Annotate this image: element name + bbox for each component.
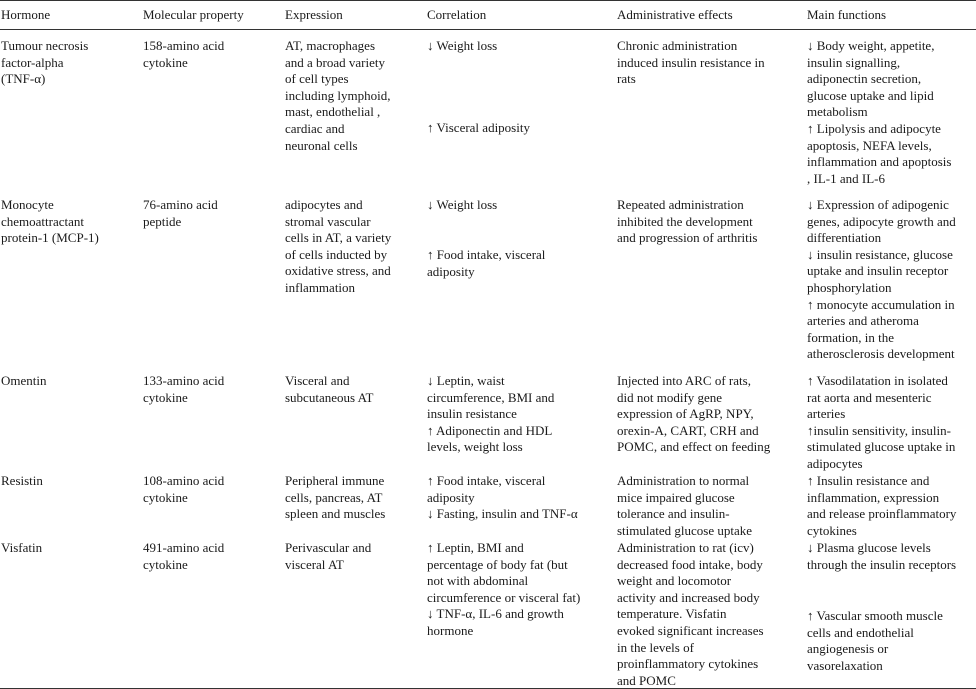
header-correlation: Correlation: [427, 7, 487, 22]
cell-line: cardiac and: [285, 120, 345, 136]
cell-line: metabolism: [807, 104, 868, 120]
cell-line: chemoattractant: [1, 213, 85, 229]
cell-line: ↑ Visceral adiposity: [427, 120, 530, 135]
molecular-property-cell: [143, 473, 224, 506]
correlation-cell: [427, 540, 580, 640]
header-molecular-property: Molecular property: [143, 7, 244, 22]
cell-line: genes, adipocyte growth and: [807, 213, 956, 229]
cell-line: oxidative stress, and: [285, 263, 391, 279]
cell-line: Visceral and: [285, 373, 350, 388]
cell-line: induced insulin resistance in: [617, 54, 765, 70]
administrative-effects-cell: [617, 197, 757, 247]
administrative-effects-cell: [617, 540, 764, 689]
cell-line: cells and endothelial: [807, 624, 914, 640]
cell-line: subcutaneous AT: [285, 389, 374, 405]
cell-line: cytokine: [143, 54, 188, 70]
hormone-cell: [1, 197, 99, 247]
cell-line: protein-1 (MCP-1): [1, 230, 99, 246]
cell-line: mice impaired glucose: [617, 489, 735, 505]
cell-line: cells in AT, a variety: [285, 230, 392, 246]
cell-line: phosphorylation: [807, 279, 892, 295]
cell-line: expression of AgRP, NPY,: [617, 406, 754, 422]
cell-line: mast, endothelial ,: [285, 104, 381, 120]
hormone-cell: [1, 38, 88, 88]
cell-line: ↑ Vascular smooth muscle: [807, 608, 943, 623]
expression-cell: [285, 197, 391, 297]
cell-line: inflammation and apoptosis: [807, 154, 952, 170]
main-functions-cell: [807, 540, 956, 573]
hormone-cell: [1, 540, 42, 557]
administrative-effects-cell: [617, 38, 765, 88]
cell-line: circumference or visceral fat): [427, 589, 581, 605]
cell-line: ↓ TNF-α, IL-6 and growth: [427, 606, 564, 622]
cell-line: , IL-1 and IL-6: [807, 170, 885, 186]
cell-line: cytokines: [807, 522, 857, 538]
cell-line: stimulated glucose uptake in: [807, 439, 956, 455]
cell-line: stimulated glucose uptake: [617, 522, 753, 538]
cell-line: levels, weight loss: [427, 439, 523, 455]
cell-line: Repeated administration: [617, 197, 744, 212]
cell-line: ↑ monocyte accumulation in: [807, 296, 955, 312]
cell-line: tolerance and insulin-: [617, 506, 730, 522]
cell-line: ↑ Food intake, visceral: [427, 247, 546, 262]
cell-line: of cell types: [285, 71, 349, 87]
cell-line: visceral AT: [285, 556, 344, 572]
cell-line: Perivascular and: [285, 540, 372, 555]
cell-line: Monocyte: [1, 197, 54, 212]
cell-line: atherosclerosis development: [807, 346, 955, 362]
cell-line: evoked significant increases: [617, 622, 764, 638]
main-functions-cell: [807, 197, 956, 363]
cell-line: inflammation: [285, 279, 356, 295]
cell-line: Peripheral immune: [285, 473, 385, 488]
cell-line: Omentin: [1, 373, 47, 388]
cell-line: insulin resistance: [427, 406, 517, 422]
cell-line: ↑ Leptin, BMI and: [427, 540, 524, 555]
cell-line: Visfatin: [1, 540, 43, 555]
header-rule: [0, 29, 976, 30]
cell-line: arteries: [807, 406, 846, 422]
cell-line: 491-amino acid: [143, 540, 225, 555]
cell-line: Tumour necrosis: [1, 38, 89, 53]
cell-line: of cells inducted by: [285, 246, 388, 262]
molecular-property-cell: [143, 540, 224, 573]
cell-line: arteries and atheroma: [807, 313, 919, 329]
cell-line: ↓ Weight loss: [427, 197, 498, 212]
correlation-cell: [427, 473, 578, 523]
cell-line: ↑insulin sensitivity, insulin-: [807, 422, 951, 438]
cell-line: cytokine: [143, 556, 188, 572]
cell-line: hormone: [427, 622, 474, 638]
expression-cell: [285, 38, 390, 154]
cell-line: Administration to rat (icv): [617, 540, 754, 555]
cell-line: not with abdominal: [427, 573, 529, 589]
cell-line: ↓ insulin resistance, glucose: [807, 246, 953, 262]
cell-line: spleen and muscles: [285, 506, 386, 522]
cell-line: apoptosis, NEFA levels,: [807, 137, 932, 153]
cell-line: decreased food intake, body: [617, 556, 763, 572]
header-hormone: Hormone: [1, 7, 51, 22]
cell-line: 133-amino acid: [143, 373, 225, 388]
header-expression: Expression: [285, 7, 343, 22]
cell-line: angiogenesis or: [807, 641, 889, 657]
cell-line: 158-amino acid: [143, 38, 225, 53]
cell-line: 108-amino acid: [143, 473, 225, 488]
cell-line: Injected into ARC of rats,: [617, 373, 751, 388]
cell-line: ↓ Fasting, insulin and TNF-α: [427, 506, 578, 522]
cell-line: inflammation, expression: [807, 489, 940, 505]
correlation-cell: [427, 373, 554, 456]
molecular-property-cell: [143, 38, 224, 71]
cell-line: insulin signalling,: [807, 54, 901, 70]
cell-line: ↓ Body weight, appetite,: [807, 38, 935, 53]
correlation-cell: [427, 197, 497, 214]
cell-line: adiposity: [427, 263, 475, 279]
cell-line: glucose uptake and lipid: [807, 87, 934, 103]
cell-line: and POMC: [617, 672, 676, 688]
correlation-cell: [427, 247, 545, 280]
cell-line: in the levels of: [617, 639, 694, 655]
cell-line: POMC, and effect on feeding: [617, 439, 771, 455]
main-functions-cell: [807, 38, 951, 187]
cell-line: rats: [617, 71, 636, 87]
cell-line: ↑ Insulin resistance and: [807, 473, 930, 488]
cell-line: Administration to normal: [617, 473, 750, 488]
expression-cell: [285, 373, 373, 406]
cell-line: ↑ Lipolysis and adipocyte: [807, 120, 941, 136]
main-functions-cell: [807, 608, 943, 674]
cell-line: ↓ Weight loss: [427, 38, 498, 53]
header-administrative-effects: Administrative effects: [617, 7, 733, 22]
cell-line: and progression of arthritis: [617, 230, 758, 246]
cell-line: neuronal cells: [285, 137, 358, 153]
correlation-cell: [427, 38, 497, 55]
cell-line: vasorelaxation: [807, 657, 883, 673]
expression-cell: [285, 473, 385, 523]
administrative-effects-cell: [617, 473, 752, 539]
cell-line: weight and locomotor: [617, 573, 732, 589]
cell-line: (TNF-α): [1, 71, 46, 87]
cell-line: inhibited the development: [617, 213, 753, 229]
hormone-cell: [1, 473, 43, 490]
header-main-functions: Main functions: [807, 7, 887, 22]
cell-line: circumference, BMI and: [427, 389, 555, 405]
cell-line: ↓ Expression of adipogenic: [807, 197, 949, 212]
top-rule: [0, 0, 976, 1]
cell-line: adiposity: [427, 489, 475, 505]
correlation-cell: [427, 120, 530, 137]
expression-cell: [285, 540, 371, 573]
main-functions-cell: [807, 373, 955, 473]
cell-line: Resistin: [1, 473, 43, 488]
cell-line: formation, in the: [807, 329, 895, 345]
molecular-property-cell: [143, 197, 218, 230]
cell-line: peptide: [143, 213, 182, 229]
cell-line: through the insulin receptors: [807, 556, 957, 572]
cell-line: proinflammatory cytokines: [617, 656, 759, 672]
cell-line: cells, pancreas, AT: [285, 489, 383, 505]
cell-line: uptake and insulin receptor: [807, 263, 949, 279]
cell-line: percentage of body fat (but: [427, 556, 568, 572]
cell-line: including lymphoid,: [285, 87, 391, 103]
cell-line: and release proinflammatory: [807, 506, 957, 522]
cell-line: cytokine: [143, 489, 188, 505]
administrative-effects-cell: [617, 373, 770, 456]
cell-line: ↑ Adiponectin and HDL: [427, 422, 553, 438]
cell-line: factor-alpha: [1, 54, 64, 70]
cell-line: ↓ Leptin, waist: [427, 373, 505, 388]
cell-line: ↓ Plasma glucose levels: [807, 540, 931, 555]
cell-line: did not modify gene: [617, 389, 723, 405]
cell-line: 76-amino acid: [143, 197, 218, 212]
cell-line: differentiation: [807, 230, 882, 246]
main-functions-cell: [807, 473, 956, 539]
cell-line: stromal vascular: [285, 213, 371, 229]
cell-line: ↑ Vasodilatation in isolated: [807, 373, 948, 388]
cell-line: adipocytes and: [285, 197, 363, 212]
cell-line: adipocytes: [807, 455, 863, 471]
cell-line: and a broad variety: [285, 54, 385, 70]
hormone-cell: [1, 373, 47, 390]
cell-line: orexin-A, CART, CRH and: [617, 422, 759, 438]
cell-line: rat aorta and mesenteric: [807, 389, 932, 405]
cell-line: ↑ Food intake, visceral: [427, 473, 546, 488]
cell-line: AT, macrophages: [285, 38, 376, 53]
cell-line: cytokine: [143, 389, 188, 405]
cell-line: adiponectin secretion,: [807, 71, 922, 87]
cell-line: Chronic administration: [617, 38, 738, 53]
molecular-property-cell: [143, 373, 224, 406]
cell-line: temperature. Visfatin: [617, 606, 727, 622]
cell-line: activity and increased body: [617, 589, 760, 605]
